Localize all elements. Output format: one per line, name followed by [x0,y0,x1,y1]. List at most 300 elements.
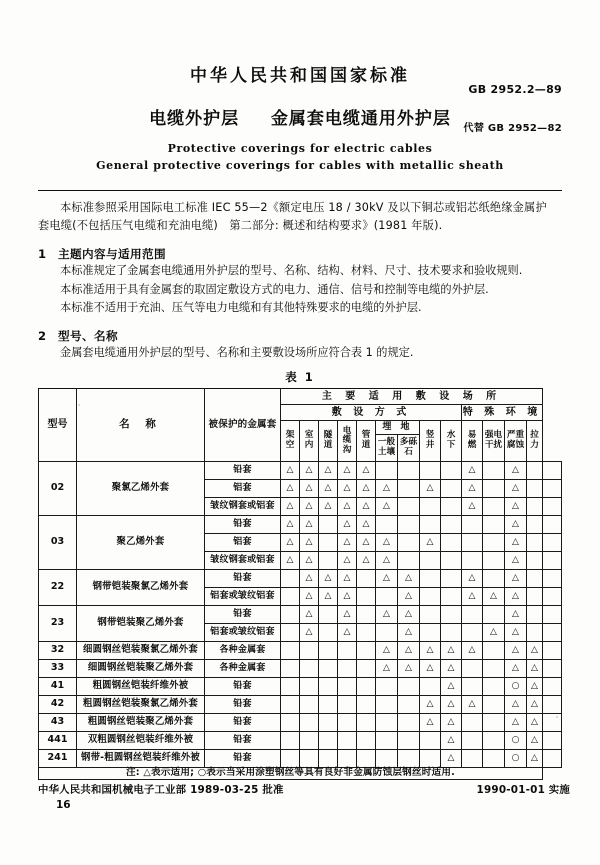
cell-mark [441,569,462,587]
cell-mark: △ [300,479,319,497]
cell-mark: △ [527,713,543,731]
cell-mark: △ [300,587,319,605]
cell-mark [357,641,376,659]
cell-spacer [543,749,562,767]
title-part-2: 金属套电缆通用外护层 [270,109,451,129]
cell-mark: △ [357,461,376,479]
cell-mark: △ [338,515,357,533]
cell-mark: ○ [505,677,527,695]
header-col-gravel: 多砾 石 [398,434,420,461]
cell-mark: △ [505,695,527,713]
cell-mark: △ [462,587,483,605]
cell-mark [338,641,357,659]
cell-name: 钢带-粗圆钢丝铠装纤维外被 [77,749,205,767]
cell-mark [483,677,505,695]
cell-mark: △ [441,641,462,659]
cell-model: 33 [39,659,77,677]
cell-mark [357,713,376,731]
cell-mark: △ [300,569,319,587]
cell-mark [420,677,441,695]
cell-metal-sheath: 铝套或皱纹铝套 [205,587,281,605]
cell-metal-sheath: 铅套 [205,677,281,695]
cell-mark [357,731,376,749]
cell-metal-sheath: 铅套 [205,731,281,749]
cell-mark [527,605,543,623]
cell-mark: △ [376,641,398,659]
cell-mark [319,749,338,767]
section-2-heading [38,328,562,344]
cell-mark [483,749,505,767]
table-head [39,388,562,461]
cell-metal-sheath: 铅套 [205,605,281,623]
cell-mark [319,713,338,731]
cell-mark [483,641,505,659]
cell-mark [398,497,420,515]
cell-mark: △ [338,497,357,515]
header-col-tension: 拉 力 [527,420,543,461]
cell-mark: △ [441,659,462,677]
specification-table [38,388,562,780]
cell-mark: △ [462,497,483,515]
cell-mark [281,605,300,623]
cell-mark: △ [300,461,319,479]
header-col-pipe: 管 道 [357,420,376,461]
cell-spacer [543,533,562,551]
cell-mark [319,623,338,641]
cell-mark: △ [376,497,398,515]
header-col-corrosion: 严重 腐蚀 [505,420,527,461]
cell-metal-sheath: 铅套 [205,695,281,713]
cell-mark [338,731,357,749]
cell-mark [462,551,483,569]
cell-mark: △ [281,461,300,479]
cell-mark [483,497,505,515]
cell-mark: △ [319,587,338,605]
cell-spacer [543,551,562,569]
cell-metal-sheath: 皱纹钢套或铝套 [205,551,281,569]
cell-mark [319,695,338,713]
title-part-1: 电缆外护层 [149,109,240,129]
cell-mark: ○ [505,749,527,767]
table-row [39,731,562,749]
cell-mark [281,569,300,587]
scan-speck [556,716,558,718]
cell-mark [441,533,462,551]
section-2-paragraph-1: 金属套电缆通用外护层的型号、名称和主要敷设场所应符合表 1 的规定. [60,345,414,359]
cell-mark: △ [338,605,357,623]
cell-mark: △ [338,587,357,605]
cell-mark: △ [319,461,338,479]
cell-mark [441,479,462,497]
section-1-paragraph-3: 本标准不适用于充油、压气等电力电缆和有其他特殊要求的电缆的外护层. [60,300,422,314]
header-divider [38,190,562,191]
cell-model: 32 [39,641,77,659]
cell-mark [462,713,483,731]
cell-mark [420,461,441,479]
cell-mark: △ [483,587,505,605]
cell-mark [527,569,543,587]
table-foot [39,767,562,779]
table-row [39,605,562,623]
section-2-number: 2 [38,328,47,343]
header-col-flammable: 易 燃 [462,420,483,461]
cell-metal-sheath: 各种金属套 [205,641,281,659]
cell-mark: △ [420,659,441,677]
cell-mark [376,587,398,605]
cell-mark [319,659,338,677]
cell-spacer [543,587,562,605]
cell-mark: △ [300,497,319,515]
cell-model: 41 [39,677,77,695]
cell-mark [420,623,441,641]
cell-mark [357,749,376,767]
cell-mark [376,461,398,479]
cell-mark [338,749,357,767]
cell-mark: △ [338,461,357,479]
cell-mark [527,515,543,533]
cell-mark [398,677,420,695]
cell-mark: △ [398,659,420,677]
cell-mark [527,533,543,551]
cell-mark [462,515,483,533]
cell-name: 粗圆钢丝铠装聚氯乙烯外套 [77,695,205,713]
header-col-overhead: 架 空 [281,420,300,461]
cell-mark [483,551,505,569]
cell-metal-sheath: 铝套 [205,479,281,497]
cell-mark [300,749,319,767]
cell-mark: △ [505,533,527,551]
section-1-heading [38,246,562,262]
cell-spacer [543,479,562,497]
cell-mark [376,623,398,641]
cell-spacer [543,605,562,623]
header-row-group-main [39,388,562,404]
cell-mark: △ [376,479,398,497]
cell-mark [483,569,505,587]
cell-mark: △ [527,641,543,659]
cell-mark: △ [281,515,300,533]
cell-mark [420,587,441,605]
cell-mark [281,731,300,749]
cell-mark [398,713,420,731]
cell-mark [319,677,338,695]
intro-line-2: 套电缆(不包括压气电缆和充油电缆) 第二部分: 概述和结构要求》(1981 年版). [38,219,443,233]
cell-name: 粗圆钢丝铠装纤维外被 [77,677,205,695]
cell-mark [398,731,420,749]
cell-mark: △ [441,731,462,749]
header-col-buried-group: 埋 地 [376,420,420,434]
cell-mark [338,677,357,695]
cell-mark [357,623,376,641]
cell-mark [300,659,319,677]
section-1-paragraph-2: 本标准适用于具有金属套的取固定敷设方式的电力、通信、信号和控制等电缆的外护层. [60,282,489,296]
cell-mark [420,605,441,623]
cell-model: 441 [39,731,77,749]
cell-mark: △ [441,695,462,713]
cell-mark: △ [281,533,300,551]
cell-name: 聚氯乙烯外套 [77,461,205,515]
cell-mark [527,623,543,641]
table-row [39,695,562,713]
table-row [39,713,562,731]
cell-mark [281,623,300,641]
cell-mark [462,623,483,641]
cell-mark: △ [319,497,338,515]
table-caption: 表 1 [285,369,315,384]
cell-model: 43 [39,713,77,731]
cell-mark [281,641,300,659]
cell-name: 钢带铠装聚氯乙烯外套 [77,569,205,605]
table-note-row [39,767,562,779]
header-model: 型号 [39,388,77,461]
cell-mark: △ [281,479,300,497]
cell-mark [319,515,338,533]
cell-mark [338,695,357,713]
cell-mark [462,605,483,623]
cell-mark [376,731,398,749]
cell-mark: △ [281,551,300,569]
header-col-cable-duct: 电 缆 沟 [338,420,357,461]
cell-metal-sheath: 各种金属套 [205,659,281,677]
cell-model: 02 [39,461,77,515]
header-group-laying-method: 敷 设 方 式 [281,404,462,420]
cell-mark: △ [505,497,527,515]
cell-spacer [543,497,562,515]
header-sheath: 被保护的金属套 [205,388,281,461]
cell-mark [376,749,398,767]
cell-spacer [543,695,562,713]
cell-mark [300,695,319,713]
table-row [39,641,562,659]
cell-mark: △ [338,479,357,497]
cell-mark: △ [376,533,398,551]
cell-mark [376,515,398,533]
cell-mark: △ [376,569,398,587]
cell-mark [376,695,398,713]
cell-mark [441,551,462,569]
cell-mark [300,731,319,749]
cell-metal-sheath: 铅套 [205,461,281,479]
cell-mark: △ [338,623,357,641]
intro-line-1: 本标准参照采用国际电工标准 IEC 55—2《额定电压 18 / 30kV 及以下铜芯或铝芯纸绝缘金属护 [60,201,547,215]
cell-mark [300,677,319,695]
cell-metal-sheath: 铝套 [205,533,281,551]
cell-mark: △ [300,605,319,623]
cell-mark [319,731,338,749]
cell-spacer [543,713,562,731]
cell-mark: △ [420,533,441,551]
title-english-line-2: General protective coverings for cables with metallic sheath [96,159,504,173]
cell-mark [357,695,376,713]
cell-mark [300,641,319,659]
cell-mark: △ [338,569,357,587]
cell-mark: △ [357,551,376,569]
cell-mark [483,731,505,749]
cell-mark: △ [420,713,441,731]
cell-name: 钢带铠装聚乙烯外套 [77,605,205,641]
header-col-indoor: 室 内 [300,420,319,461]
cell-mark [357,587,376,605]
cell-mark [441,461,462,479]
cell-mark [441,623,462,641]
header-col-interference: 强电 干扰 [483,420,505,461]
cell-mark [338,713,357,731]
cell-spacer [543,641,562,659]
header-col-underwater: 水 下 [441,420,462,461]
cell-mark [483,479,505,497]
cell-mark: △ [357,497,376,515]
header-col-normal-soil: 一般 土壤 [376,434,398,461]
cell-mark: △ [505,659,527,677]
table-row [39,569,562,587]
cell-mark: △ [357,479,376,497]
cell-mark: △ [505,515,527,533]
cell-mark [357,677,376,695]
cell-mark: △ [462,479,483,497]
cell-model: 22 [39,569,77,605]
cell-mark [398,533,420,551]
cell-mark [357,569,376,587]
section-1-title: 主题内容与适用范围 [58,247,166,262]
cell-spacer [543,731,562,749]
cell-mark: △ [441,677,462,695]
cell-mark [281,695,300,713]
cell-spacer [543,515,562,533]
standard-issuer: 中华人民共和国国家标准 [190,66,410,86]
cell-mark [483,695,505,713]
cell-mark [527,497,543,515]
table-row [39,677,562,695]
cell-mark: △ [376,659,398,677]
cell-mark: △ [505,641,527,659]
cell-mark [420,551,441,569]
header-name: 名 称 [77,388,205,461]
cell-mark: △ [505,479,527,497]
table-row [39,659,562,677]
cell-mark: △ [281,497,300,515]
cell-metal-sheath: 铅套 [205,569,281,587]
cell-mark [398,551,420,569]
table-row [39,749,562,767]
cell-mark [483,713,505,731]
cell-mark [319,605,338,623]
cell-mark: △ [505,461,527,479]
cell-spacer [543,623,562,641]
cell-mark: △ [376,551,398,569]
cell-mark [281,713,300,731]
cell-mark: △ [398,605,420,623]
cell-spacer [543,659,562,677]
cell-mark [483,533,505,551]
cell-mark [281,659,300,677]
cell-mark: △ [462,641,483,659]
title-english [38,140,562,174]
cell-mark [376,713,398,731]
footer-approval: 中华人民共和国机械电子工业部 1989-03-25 批准 [38,784,284,796]
title-english-line-1: Protective coverings for electric cables [167,142,433,155]
page-number: 16 [56,799,71,811]
cell-mark [441,497,462,515]
cell-mark [398,695,420,713]
cell-mark: △ [357,533,376,551]
cell-mark [357,605,376,623]
title-block [38,83,562,134]
cell-mark [462,749,483,767]
cell-spacer [543,569,562,587]
cell-mark: △ [376,605,398,623]
cell-mark: ○ [505,731,527,749]
cell-mark [483,605,505,623]
cell-mark: △ [300,623,319,641]
cell-mark [420,497,441,515]
footer-effective-date: 1990-01-01 实施 [476,784,570,796]
cell-model: 42 [39,695,77,713]
cell-mark [420,569,441,587]
section-2-title: 型号、名称 [58,328,118,343]
cell-mark [338,659,357,677]
cell-mark: △ [505,569,527,587]
cell-mark: △ [505,551,527,569]
cell-mark [376,677,398,695]
cell-mark: △ [505,623,527,641]
cell-mark [483,659,505,677]
cell-mark: △ [527,731,543,749]
cell-mark: △ [527,677,543,695]
cell-mark [483,461,505,479]
standard-replaces: 代替 GB 2952—82 [463,123,562,134]
cell-mark: △ [441,749,462,767]
cell-spacer [543,677,562,695]
cell-mark: △ [505,713,527,731]
section-1-paragraph-1: 本标准规定了金属套电缆通用外护层的型号、名称、结构、材料、尺寸、技术要求和验收规则. [60,264,523,278]
cell-mark [420,731,441,749]
cell-mark [357,659,376,677]
table-row [39,515,562,533]
cell-mark: △ [483,623,505,641]
cell-mark: △ [420,695,441,713]
cell-mark: △ [420,479,441,497]
cell-mark [462,677,483,695]
cell-model: 23 [39,605,77,641]
cell-mark [420,749,441,767]
cell-name: 细圆钢丝铠装聚乙烯外套 [77,659,205,677]
cell-name: 细圆钢丝铠装聚氯乙烯外套 [77,641,205,659]
cell-name: 聚乙烯外套 [77,515,205,569]
cell-mark [300,713,319,731]
cell-mark: △ [462,569,483,587]
cell-mark: △ [300,515,319,533]
cell-mark [398,479,420,497]
cell-mark [319,551,338,569]
cell-mark: △ [357,515,376,533]
cell-mark: △ [505,587,527,605]
cell-metal-sheath: 皱纹钢套或铝套 [205,497,281,515]
cell-name: 粗圆钢丝铠装聚乙烯外套 [77,713,205,731]
cell-model: 03 [39,515,77,569]
table-note: 注: △表示适用; ○表示当采用涂塑钢丝等具有良好非金属防蚀层钢丝时适用. [39,767,543,779]
cell-mark: △ [300,551,319,569]
cell-mark [527,479,543,497]
cell-name: 双粗圆钢丝铠装纤维外被 [77,731,205,749]
cell-mark [441,515,462,533]
cell-mark: △ [462,461,483,479]
cell-mark: △ [398,623,420,641]
cell-mark: △ [441,713,462,731]
cell-metal-sheath: 铅套 [205,713,281,731]
scan-speck [78,404,80,406]
cell-mark [398,515,420,533]
table-body [39,461,562,767]
